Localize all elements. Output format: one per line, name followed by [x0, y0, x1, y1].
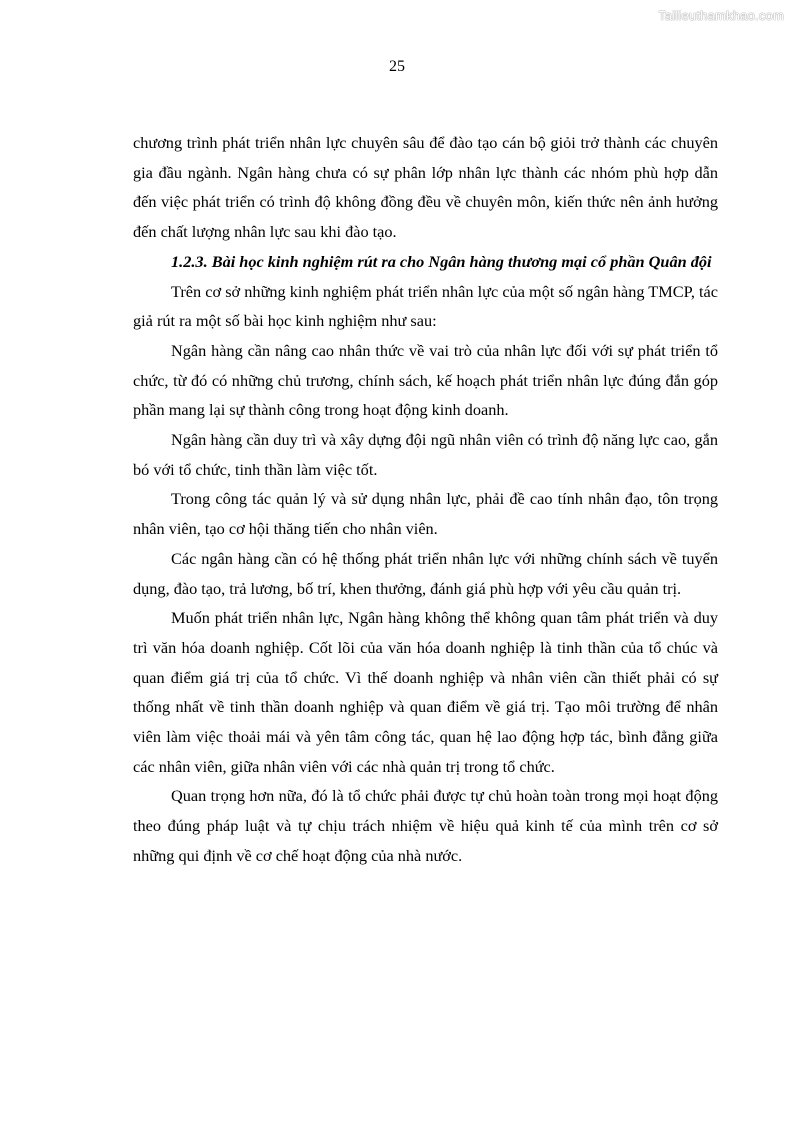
paragraph: Trên cơ sở những kinh nghiệm phát triển nhân lực của một số ngân hàng TMCP, tác giả rút ra một số bài học kinh nghiệm như sau:: [133, 281, 718, 331]
paragraph: Muốn phát triển nhân lực, Ngân hàng không thể không quan tâm phát triển và duy trì văn hóa doanh nghiệp. Cốt lõi của văn hóa doanh nghiệp là tinh thần của tổ chúc và quan điểm giá trị của tổ chức. Vì thế doanh nghiệp và nhân viên cần thiết phải có sự thống nhất về tinh thần doanh nghiệp và quan điểm về giá trị. Tạo môi trường để nhân viên làm việc thoải mái và yên tâm công tác, quan hệ lao động hợp tác, bình đẳng giữa các nhân viên, giữa nhân viên với các nhà quản trị trong tổ chức.: [133, 608, 718, 776]
page-number: 25: [389, 58, 405, 75]
section-heading: 1.2.3. Bài học kinh nghiệm rút ra cho Ngân hàng thương mại cổ phần Quân đội: [171, 251, 712, 271]
page-body: [133, 128, 718, 871]
paragraph: Các ngân hàng cần có hệ thống phát triển nhân lực với những chính sách về tuyển dụng, đào tạo, trả lương, bố trí, khen thưởng, đánh giá phù hợp với yêu cầu quản trị.: [133, 548, 718, 598]
watermark: Tailieuthamkhao.com: [658, 8, 784, 23]
paragraph: Trong công tác quản lý và sử dụng nhân lực, phải đề cao tính nhân đạo, tôn trọng nhân viên, tạo cơ hội thăng tiến cho nhân viên.: [133, 489, 718, 539]
paragraph: Ngân hàng cần duy trì và xây dựng đội ngũ nhân viên có trình độ năng lực cao, gắn bó với tổ chức, tinh thần làm việc tốt.: [133, 430, 718, 479]
paragraph-continuation: chương trình phát triển nhân lực chuyên sâu để đào tạo cán bộ giỏi trở thành các chuyên gia đầu ngành. Ngân hàng chưa có sự phân lớp nhân lực thành các nhóm phù hợp dẫn đến việc phát triển có trình độ không đồng đều về chuyên môn, kiến thức nên ảnh hưởng đến chất lượng nhân lực sau khi đào tạo.: [133, 133, 718, 242]
paragraph: Quan trọng hơn nữa, đó là tổ chức phải được tự chủ hoàn toàn trong mọi hoạt động theo đúng pháp luật và tự chịu trách nhiệm về hiệu quả kinh tế của mình trên cơ sở những qui định về cơ chế hoạt động của nhà nước.: [133, 786, 718, 865]
paragraph: Ngân hàng cần nâng cao nhân thức về vai trò của nhân lực đối với sự phát triển tổ chức, từ đó có những chủ trương, chính sách, kế hoạch phát triển nhân lực đúng đắn góp phần mang lại sự thành công trong hoạt động kinh doanh.: [133, 340, 718, 420]
